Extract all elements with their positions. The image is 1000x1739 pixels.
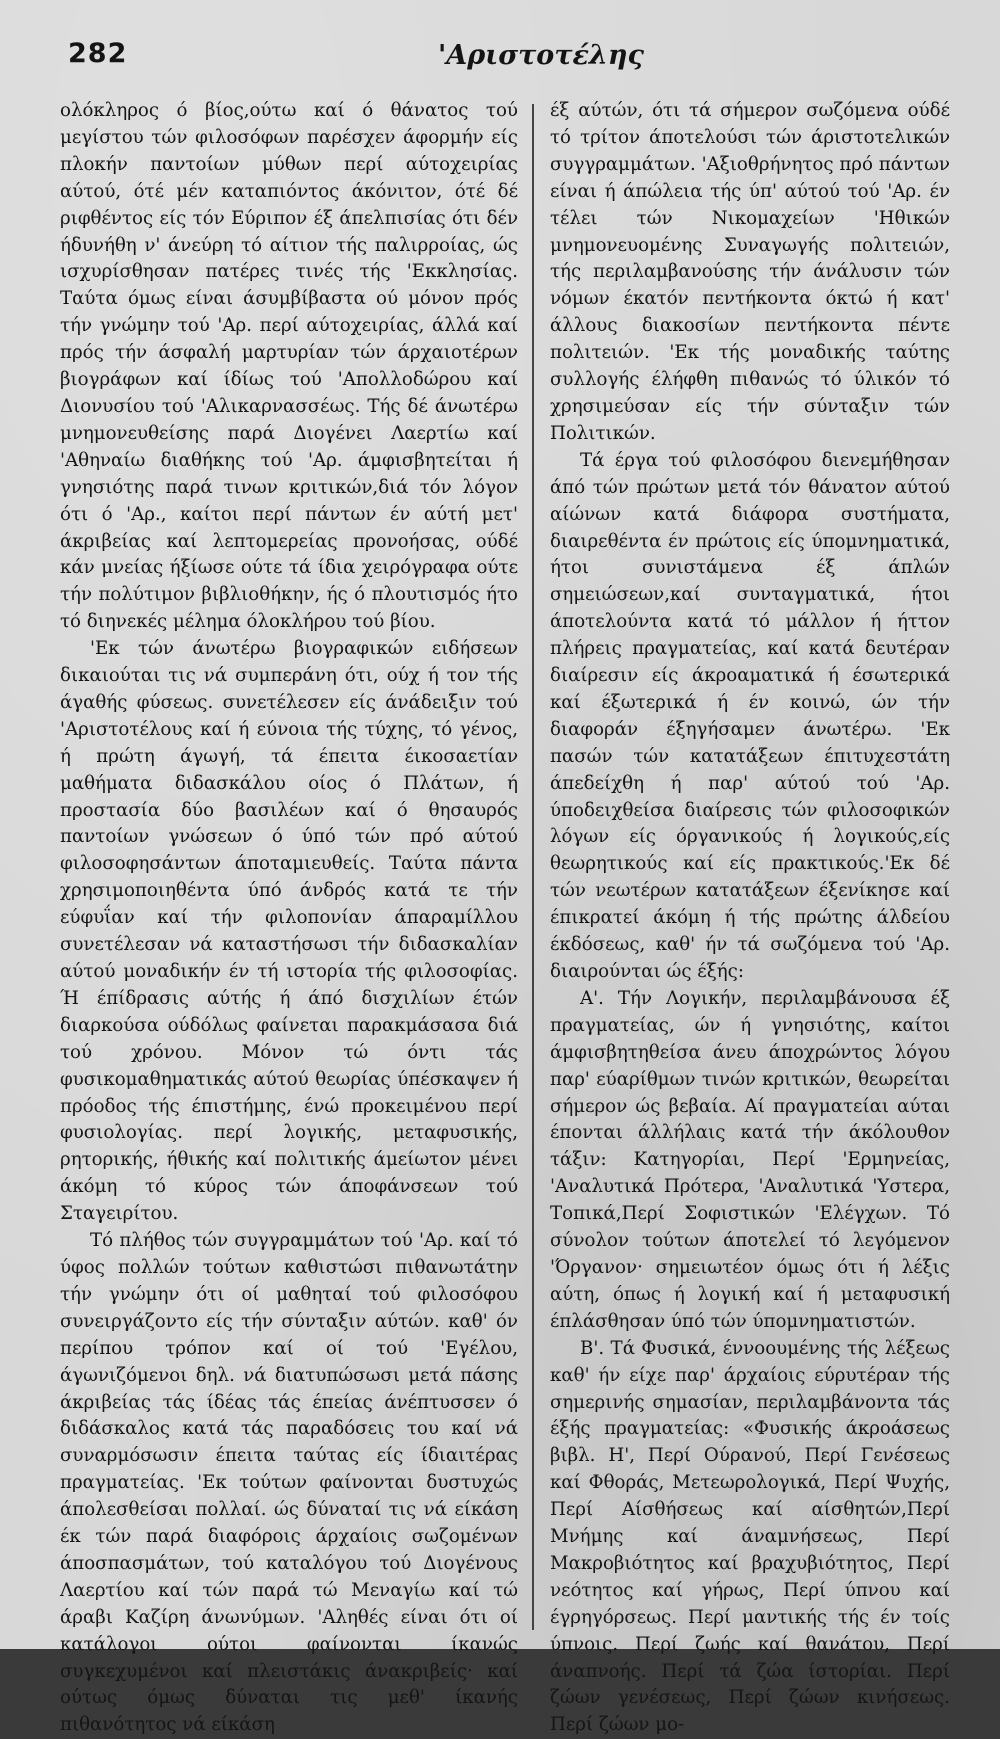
- right-paragraph-4: Β'. Τά Φυσικά, έννοουμένης τής λέξεως καθ' ήν είχε παρ' άρχαίοις εύρυτέραν τής σημερινής σημασίαν, περιλαμβάνοντα τάς έξής πραγματείας: «Φυσικής άκροάσεως βιβλ. Η', Περί Ούρανού, Περί Γενέσεως καί Φθοράς, Μετεωρολογικά, Περί Ψυχής, Περί Αίσθήσεως καί αίσθητών,Περί Μνήμης καί άναμνήσεως, Περί Μακροβιότητος καί βραχυβιότητος, Περί νεότητος καί γήρως, Περί ύπνου καί έγρηγόρσεως. Περί μαντικής τής έν τοίς ύπνοις. Περί ζωής καί θανάτου, Περί άναπνοής. Περί τά ζώα ίστορίαι. Περί ζώων γενέσεως, Περί ζώων κινήσεως. Περί ζώων μο-: [550, 1337, 950, 1736]
- right-paragraph-3: Α'. Τήν Λογικήν, περιλαμβάνουσα έξ πραγματείας, ών ή γνησιότης, καίτοι άμφισβητηθείσα άνευ άποχρώντος λόγου παρ' εύαρίθμων τινών κριτικών, θεωρείται σήμερον ώς βεβαία. Αί πραγματείαι αύται έπονται άλλήλαις κατά τήν άκόλουθον τάξιν: Κατηγορίαι, Περί 'Ερμηνείας, 'Αναλυτικά Πρότερα, 'Αναλυτικά 'Υστερα, Τοπικά,Περί Σοφιστικών 'Ελέγχων. Τό σύνολον τούτων άποτελεί τό λεγόμενον 'Όργανον· σημειωτέον όμως ότι ή λέξις αύτη, όπως ή λογική καί ή μεταφυσική έπλάσθησαν ύπό τών ύπομνηματιστών.: [550, 987, 950, 1332]
- page-number: 282: [68, 38, 128, 69]
- left-paragraph-2: 'Εκ τών άνωτέρω βιογραφικών ειδήσεων δικαιούται τις νά συμπεράνη ότι, ούχ ή τον τής άγαθής φύσεως. συνετέλεσεν είς άνάδειξιν τού 'Αριστοτέλους καί ή εύνοια τής τύχης, τό γένος, ή πρώτη άγωγή, τά έπειτα έικοσαετίαν μαθήματα διδασκάλου οίος ό Πλάτων, ή προστασία δύο βασιλέων καί ό θησαυρός παντοίων γνώσεων ό ύπό τών πρό αύτού φιλοσοφησάντων άποταμιευθείς. Ταύτα πάντα χρησιμοποιηθέντα ύπό άνδρός κατά τε τήν εύφυΐαν καί τήν φιλοπονίαν άπαραμίλλου συνετέλεσαν νά καταστήσωσι τήν διδασκαλίαν αύτού μοναδικήν έν τή ιστορία τής φιλοσοφίας. Ή έπίδρασις αύτής ή άπό δισχιλίων έτών διαρκούσα ούδόλως φαίνεται παρακμάσασα διά τού χρόνου. Μόνον τώ όντι τάς φυσικομαθηματικάς αύτού θεωρίας ύπέσκαψεν ή πρόοδος τής έπιστήμης, ένώ προκειμένου περί φυσιολογίας. περί λογικής, μεταφυσικής, ρητορικής, ήθικής καί πολιτικής άμείωτον μένει άκόμη τό κύρος τών άποφάνσεων τού Σταγειρίτου.: [60, 638, 518, 1225]
- right-column: [550, 98, 950, 1736]
- left-paragraph-1: ολόκληρος ό βίος,ούτω καί ό θάνατος τού μεγίστου τών φιλοσόφων παρέσχεν άφορμήν είς πλοκήν παντοίων μύθων περί αύτοχειρίας αύτού, ότέ μέν καταπιόντος άκόνιτον, ότέ δέ ριφθέντος είς τόν Εύριπον έξ άπελπισίας ότι δέν ήδυνήθη ν' άνεύρη τό αίτιον τής παλιρροίας, ώς ισχυρίσθησαν πατέρες τινές τής 'Εκκλησίας. Ταύτα όμως είναι άσυμβίβαστα ού μόνον πρός τήν γνώμην τού 'Αρ. περί αύτοχειρίας, άλλά καί πρός τήν άσφαλή μαρτυρίαν τών άρχαιοτέρων βιογράφων καί ίδίως τού 'Απολλοδώρου καί Διονυσίου τού 'Αλικαρνασσέως. Τής δέ άνωτέρω μνημονευθείσης παρά Διογένει Λαερτίω καί 'Αθηναίω διαθήκης τού 'Αρ. άμφισβητείται ή γνησιότης παρά τινων κριτικών,διά τόν λόγον ότι ό 'Αρ., καίτοι περί πάντων έν αύτή μετ' άκριβείας καί λεπτομερείας προνοήσας, ούδέ κάν μνείας ήξίωσε ούτε τά ίδια χειρόγραφα ούτε τήν πολύτιμον βιβλιοθήκην, ής ό πλουτισμός ήτο τό διηνεκές μέλημα όλοκλήρου τού βίου.: [60, 100, 518, 633]
- column-divider: [532, 104, 534, 1630]
- left-column: [60, 98, 518, 1736]
- right-paragraph-2: Τά έργα τού φιλοσόφου διενεμήθησαν άπό τών πρώτων μετά τόν θάνατον αύτού αίώνων κατά διάφορα συστήματα, διαιρεθέντα έν πρώτοις είς ύπομνηματικά, ήτοι συνιστάμενα έξ άπλών σημειώσεων,καί συνταγματικά, ήτοι άποτελούντα κατά τό μάλλον ή ήττον πλήρεις πραγματείας, καί κατά δευτέραν διαίρεσιν είς άκροαματικά ή έσωτερικά καί έξωτερικά ή έν κοινώ, ών τήν διαφοράν έξηγήσαμεν άνωτέρω. 'Εκ πασών τών κατατάξεων έπιτυχεστάτη άπεδείχθη ή παρ' αύτού τού 'Αρ. ύποδειχθείσα διαίρεσις τών φιλοσοφικών λόγων είς όργανικούς ή λογικούς,είς θεωρητικούς καί είς πρακτικούς.'Εκ δέ τών νεωτέρων κατατάξεων έξενίκησε καί έπικρατεί άκόμη ή τής πρώτης άλδείου έκδόσεως, καθ' ήν τά σωζόμενα τού 'Αρ. διαιρούνται ώς έξής:: [550, 449, 950, 982]
- running-title: 'Αριστοτέλης: [438, 40, 644, 71]
- right-paragraph-1: έξ αύτών, ότι τά σήμερον σωζόμενα ούδέ τό τρίτον άποτελούσι τών άριστοτελικών συγγραμμάτων. 'Αξιοθρήνητος πρό πάντων είναι ή άπώλεια τής ύπ' αύτού τού 'Αρ. έν τέλει τών Νικομαχείων 'Ηθικών μνημονευομένης Συναγωγής πολιτειών, τής περιλαμβανούσης τήν άνάλυσιν τών νόμων έκατόν πεντήκοντα όκτώ ή κατ' άλλους διακοσίων πεντήκοντα πέντε πολιτειών. 'Εκ τής μοναδικής ταύτης συλλογής έλήφθη πιθανώς τό ύλικόν τό χρησιμεύσαν είς τήν σύνταξιν τών Πολιτικών.: [550, 100, 950, 444]
- left-paragraph-3: Τό πλήθος τών συγγραμμάτων τού 'Αρ. καί τό ύφος πολλών τούτων καθιστώσι πιθανωτάτην τήν γνώμην ότι οί μαθηταί τού φιλοσόφου συνειργάζοντο είς τήν σύνταξιν αύτών. καθ' όν περίπου τρόπον καί οί τού 'Εγέλου, άγωνιζόμενοι δηλ. νά διατυπώσωσι μετά πάσης άκριβείας τάς ίδέας τάς έπείας άνέπτυσσεν ό διδάσκαλος κατά τάς παραδόσεις του καί νά συναρμόσωσιν έπειτα ταύτας είς ίδιαιτέρας πραγματείας. 'Εκ τούτων φαίνονται δυστυχώς άπολεσθείσαι πολλαί. ώς δύναταί τις νά είκάση έκ τών παρά διαφόροις άρχαίοις σωζομένων άποσπασμάτων, τού καταλόγου τού Διογένους Λαερτίου καί τών παρά τώ Μεναγίω καί τώ άραβι Καζίρη άνωνύμων. 'Αληθές είναι ότι οί κατάλογοι ούτοι φαίνονται ίκανώς συγκεχυμένοι καί πλειστάκις άνακριβείς· καί ούτως όμως δύναται τις μεθ' ίκανής πιθανότητος νά είκάση: [60, 1230, 518, 1736]
- page-header: [68, 38, 940, 78]
